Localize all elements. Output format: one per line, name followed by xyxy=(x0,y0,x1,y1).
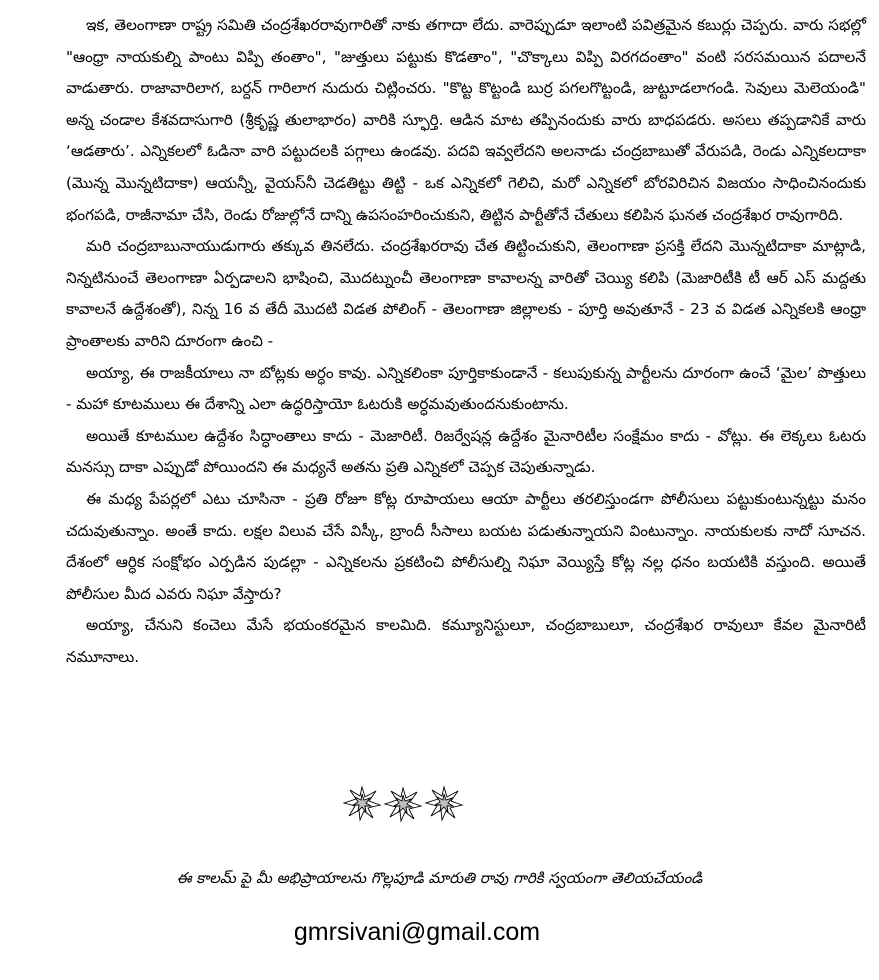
paragraph-1: ఇక, తెలంగాణా రాష్ట్ర సమితి చంద్రశేఖరరావుగారితో నాకు తగాదా లేదు. వారెప్పుడూ ఇలాంటి పవిత్రమైన కబుర్లు చెప్పరు. వారు సభల్లో "ఆంధ్రా నాయకుల్ని పాంటు విప్పి తంతాం", "జుత్తులు పట్టుకు కొడతాం", "చొక్కాలు విప్పి విరగదంతాం" వంటి సరసమయిన పదాలనే వాడుతారు. రాజావారిలాగ, బర్దన్ గారిలాగ నుదురు చిట్లించరు. "కొట్ట కొట్టండి బుర్ర పగలగొట్టండి, జుట్టూడలాగండి. సెవులు మెలెయండి" అన్న చండాల కేశవదాసుగారి (శ్రీకృష్ణ తులాభారం) వారికి స్ఫూర్తి. ఆడిన మాట తప్పినందుకు వారు బాధపడరు. అసలు తప్పడానికే వారు ‘ఆడతారు’. ఎన్నికలలో ఓడినా వారి పట్టుదలకి పగ్గాలు ఉండవు. పదవి ఇవ్వలేదని అలనాడు చంద్రబాబుతో వేరుపడి, రెండు ఎన్నికలదాకా (మొన్న మొన్నటిదాకా) ఆయన్నీ, వైయస్‌నీ చెడతిట్టు తిట్టి - ఒక ఎన్నికలో గెలిచి, మరో ఎన్నికలో బోరవిరిచిన విజయం సాధించినందుకు భంగపడి, రాజీనామా చేసి, రెండు రోజుల్లోనే దాన్ని ఉపసంహరించుకుని, తిట్టిన పార్టీతోనే చేతులు కలిపిన ఘనత చంద్రశేఖర రావుగారిది. xyxy=(66,16,866,224)
feedback-note: ఈ కాలమ్ పై మీ అభిప్రాయాలను గొల్లపూడి మారుతి రావు గారికి స్వయంగా తెలియచేయండి xyxy=(176,869,703,887)
paragraph-6: అయ్యా, చేనుని కంచెలు మేసే భయంకరమైన కాలమిది. కమ్యూనిస్టులూ, చంద్రబాబులూ, చంద్రశేఖర రావులూ కేవల మైనారిటీ నమూనాలు. xyxy=(66,616,866,666)
paragraph-5: ఈ మధ్య పేపర్లలో ఎటు చూసినా - ప్రతి రోజూ కోట్ల రూపాయలు ఆయా పార్టీలు తరలిస్తుండగా పోలీసులు పట్టుకుంటున్నట్టు మనం చదువుతున్నాం. అంతే కాదు. లక్షల విలువ చేసే విస్కీ, బ్రాందీ సీసాలు బయట పడుతున్నాయని వింటున్నాం. నాయకులకు నాదో సూచన. దేశంలో ఆర్ధిక సంక్షోభం ఎర్పడిన పుడల్లా - ఎన్నికలను ప్రకటించి పోలీసుల్ని నిఘా వెయ్యిస్తే కోట్ల నల్ల ధనం బయటికి వస్తుంది. అయితే పోలీసుల మీద ఎవరు నిఘా వేస్తారు? xyxy=(66,489,866,603)
paragraph-4: అయితే కూటముల ఉద్దేశం సిద్ధాంతాలు కాదు - మెజారిటీ. రిజర్వేషన్ల ఉద్దేశం మైనారిటీల సంక్షేమం కాదు - వోట్లు. ఈ లెక్కలు ఓటరు మనస్సు దాకా ఎప్పుడో పోయిందని ఈ మధ్యనే అతను ప్రతి ఎన్నికలో చెప్పక చెపుతున్నాడు. xyxy=(66,426,866,477)
starburst-left-icon xyxy=(344,787,380,820)
paragraph-3: అయ్యా, ఈ రాజకీయాలు నా బోట్లకు అర్ధం కావు. ఎన్నికలింకా పూర్తికాకుండానే - కలుపుకున్న పార్టీలను దూరంగా ఉంచే ‘మైల’ పొత్తులు - మహా కూటములు ఈ దేశాన్ని ఎలా ఉద్ధరిస్తాయో ఓటరుకి అర్ధమవుతుందనుకుంటాను. xyxy=(66,363,866,414)
contact-email[interactable]: gmrsivani@gmail.com xyxy=(293,918,541,946)
starburst-right-icon xyxy=(426,787,462,820)
starburst-ornament-icon xyxy=(340,783,470,823)
paragraph-2: మరి చంద్రబాబునాయుడుగారు తక్కువ తినలేదు. చంద్రశేఖరరావు చేత తిట్టించుకుని, తెలంగాణా ప్రసక్తి లేదని మొన్నటిదాకా మాట్లాడి, నిన్నటినుంచే తెలంగాణా ఏర్పడాలని భాషించి, మొదట్నుంచీ తెలంగాణా కావాలన్న వారితో చెయ్యి కలిపి (మెజారిటీకి టీ ఆర్ ఎస్ మద్దతు కావాలనే ఉద్దేశంతో), నిన్న 16 వ తేదీ మొదటి విడత పోలింగ్ - తెలంగాణా జిల్లాలకు - పూర్తి అవుతూనే - 23 వ విడత ఎన్నికలకి ఆంధ్రా ప్రాంతాలకు వారిని దూరంగా ఉంచి - xyxy=(66,237,866,350)
article-body xyxy=(66,10,866,673)
starburst-middle-icon xyxy=(385,788,421,821)
